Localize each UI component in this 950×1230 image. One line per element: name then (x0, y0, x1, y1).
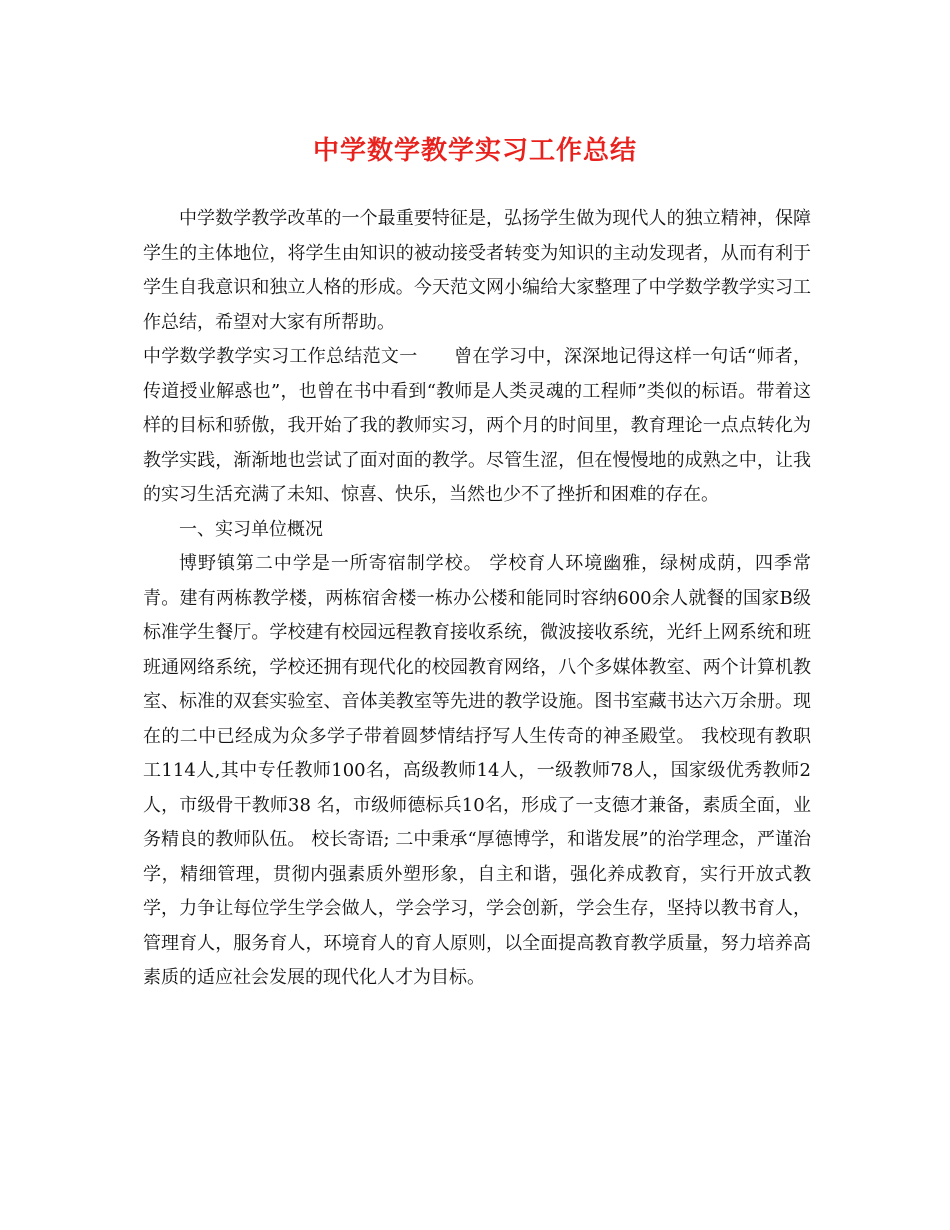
page-title: 中学数学教学实习工作总结 (312, 136, 637, 166)
sample-one-paragraph: 中学数学教学实习工作总结范文一 曾在学习中，深深地记得这样一句话“师者，传道授业解惑也”，也曾在书中看到“教师是人类灵魂的工程师”类似的标语。带着这样的目标和骄傲，我开始了我的教师实习，两个月的时间里，教育理论一点点转化为教学实践，渐渐地也尝试了面对面的教学。尽管生涩，但在慢慢地的成熟之中，让我的实习生活充满了未知、惊喜、快乐，当然也少不了挫折和困难的存在。 (143, 346, 811, 505)
section-heading: 一、实习单位概况 (179, 518, 323, 540)
school-overview-paragraph: 博野镇第二中学是一所寄宿制学校。 学校育人环境幽雅，绿树成荫，四季常青。建有两栋教学楼，两栋宿舍楼一栋办公楼和能同时容纳600余人就餐的国家B级标准学生餐厅。学校建有校园远程教育接收系统，微波接收系统，光纤上网系统和班班通网络系统，学校还拥有现代化的校园教育网络，八个多媒体教室、两个计算机教室、标准的双套实验室、音体美教室等先进的教学设施。图书室藏书达六万余册。现在的二中已经成为众多学子带着圆梦情结抒写人生传奇的神圣殿堂。 我校现有教职工114人,其中专任教师100名，高级教师14人，一级教师78人，国家级优秀教师2人，市级骨干教师38 名，市级师德标兵10名，形成了一支德才兼备，素质全面，业务精良的教师队伍。 校长寄语; 二中秉承“厚德博学，和谐发展”的治学理念，严谨治学，精细管理，贯彻内强素质外塑形象，自主和谐，强化养成教育，实行开放式教学，力争让每位学生学会做人，学会学习，学会创新，学会生存，坚持以教书育人，管理育人，服务育人，环境育人的育人原则，以全面提高教育教学质量，努力培养高素质的适应社会发展的现代化人才为目标。 (143, 553, 811, 988)
intro-paragraph: 中学数学教学改革的一个最重要特征是，弘扬学生做为现代人的独立精神，保障学生的主体地位，将学生由知识的被动接受者转变为知识的主动发现者，从而有利于学生自我意识和独立人格的形成。今天范文网小编给大家整理了中学数学教学实习工作总结，希望对大家有所帮助。 (143, 208, 811, 333)
document-body (143, 202, 811, 996)
